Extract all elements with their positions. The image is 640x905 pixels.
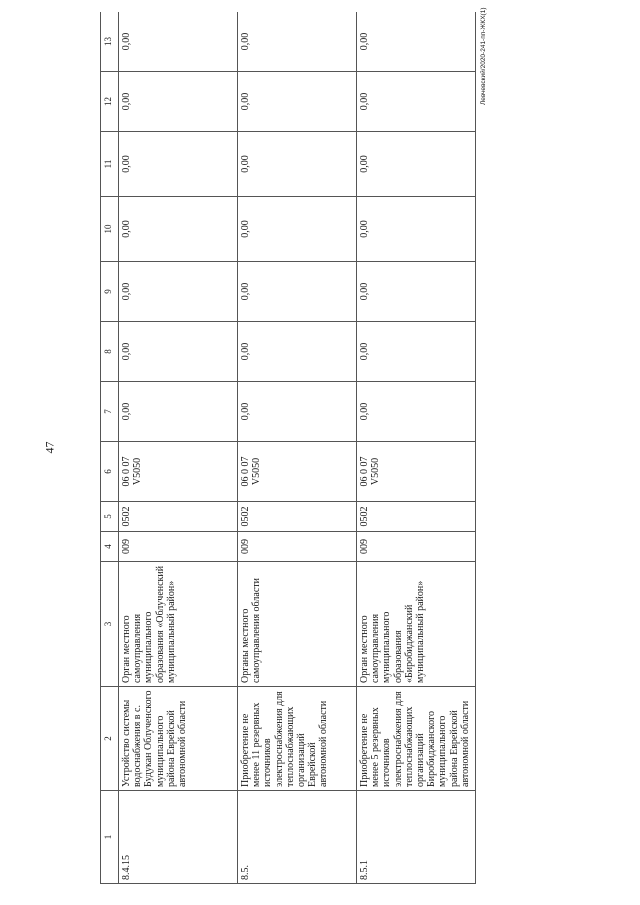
table-row — [119, 12, 238, 884]
row-code-4: 009 — [357, 532, 476, 562]
row-value-12: 0,00 — [119, 72, 238, 132]
row-value-11: 0,00 — [357, 132, 476, 197]
row-value-8: 0,00 — [238, 322, 357, 382]
row-value-12: 0,00 — [357, 72, 476, 132]
row-value-9: 0,00 — [119, 262, 238, 322]
row-value-9: 0,00 — [357, 262, 476, 322]
row-value-11: 0,00 — [238, 132, 357, 197]
row-name: Приобретение не менее 5 резервных источников электроснабжения для теплоснабжающих организаций Биробиджанского муниципального района Еврейской автономной области — [357, 687, 476, 791]
row-code-6: 06 0 07 V5050 — [238, 442, 357, 502]
page-number: 47 — [42, 441, 57, 454]
row-value-13: 0,00 — [119, 12, 238, 72]
header-cell: 8 — [101, 322, 119, 382]
document-id: Левчевский/2020-241-пп-ЖКХ(1) — [480, 7, 487, 105]
row-value-12: 0,00 — [238, 72, 357, 132]
row-value-8: 0,00 — [357, 322, 476, 382]
header-cell: 1 — [101, 791, 119, 884]
row-organization: Орган местного самоуправления муниципального образования «Облученский муниципальный район» — [119, 562, 238, 687]
row-code-5: 0502 — [238, 502, 357, 532]
header-cell: 9 — [101, 262, 119, 322]
row-code: 8.4.15 — [119, 791, 238, 884]
row-value-13: 0,00 — [238, 12, 357, 72]
row-value-7: 0,00 — [119, 382, 238, 442]
header-cell: 4 — [101, 532, 119, 562]
header-row — [101, 12, 119, 884]
row-code-6: 06 0 07 V5050 — [357, 442, 476, 502]
row-organization: Орган местного самоуправления муниципального образования «Биробиджанский муниципальный район» — [357, 562, 476, 687]
table-row — [238, 12, 357, 884]
header-cell: 2 — [101, 687, 119, 791]
row-value-8: 0,00 — [119, 322, 238, 382]
row-name: Приобретение не менее 11 резервных источников электроснабжения для теплоснабжающих организаций Еврейской автономной области — [238, 687, 357, 791]
header-cell: 6 — [101, 442, 119, 502]
rotated-table-container — [100, 12, 480, 884]
header-cell: 5 — [101, 502, 119, 532]
table-row — [357, 12, 476, 884]
row-code-5: 0502 — [119, 502, 238, 532]
row-value-9: 0,00 — [238, 262, 357, 322]
row-value-10: 0,00 — [238, 197, 357, 262]
table-rotator — [100, 12, 480, 884]
row-value-7: 0,00 — [357, 382, 476, 442]
row-value-7: 0,00 — [238, 382, 357, 442]
row-organization: Органы местного самоуправления области — [238, 562, 357, 687]
header-cell: 7 — [101, 382, 119, 442]
row-code: 8.5.1 — [357, 791, 476, 884]
row-value-10: 0,00 — [357, 197, 476, 262]
row-code-6: 06 0 07 V5050 — [119, 442, 238, 502]
row-code-5: 0502 — [357, 502, 476, 532]
row-value-13: 0,00 — [357, 12, 476, 72]
row-name: Устройство системы водоснабжения в с. Будукан Облученского муниципального района Еврейской автономной области — [119, 687, 238, 791]
row-value-11: 0,00 — [119, 132, 238, 197]
row-code-4: 009 — [119, 532, 238, 562]
header-cell: 3 — [101, 562, 119, 687]
header-cell: 10 — [101, 197, 119, 262]
row-value-10: 0,00 — [119, 197, 238, 262]
header-cell: 12 — [101, 72, 119, 132]
header-cell: 11 — [101, 132, 119, 197]
budget-table — [100, 12, 476, 884]
row-code: 8.5. — [238, 791, 357, 884]
header-cell: 13 — [101, 12, 119, 72]
row-code-4: 009 — [238, 532, 357, 562]
